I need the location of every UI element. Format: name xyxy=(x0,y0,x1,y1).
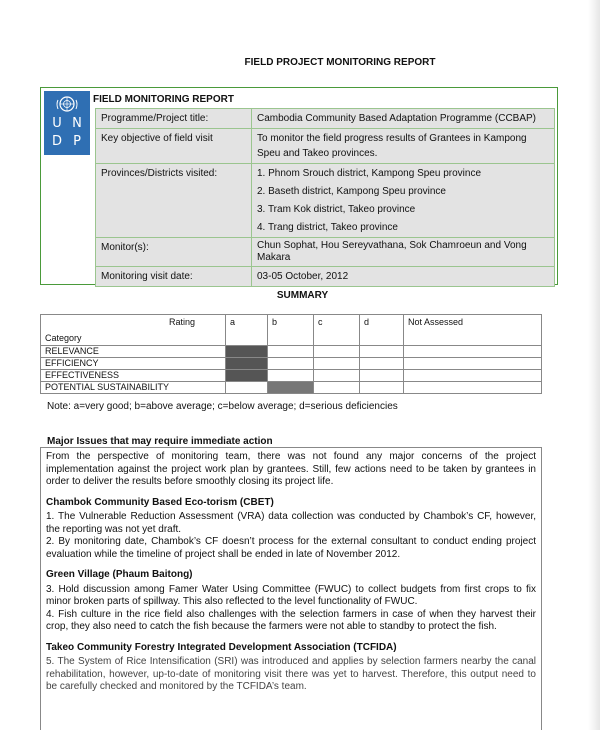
info-value: 1. Phnom Srouch district, Kampong Speu province 2. Baseth district, Kampong Speu province 3. Tram Kok district, Takeo province 4. Trang district, Takeo province xyxy=(252,164,555,238)
rating-column-d: d xyxy=(360,315,404,346)
rating-cell xyxy=(360,346,404,358)
rating-cell xyxy=(314,358,360,370)
rating-note: Note: a=very good; b=above average; c=below average; d=serious deficiencies xyxy=(47,401,398,412)
rating-cell xyxy=(268,346,314,358)
major-issues-body xyxy=(40,447,542,730)
rating-cell xyxy=(360,358,404,370)
rating-cell xyxy=(314,382,360,394)
info-value: To monitor the field progress results of Grantees in Kampong Speu and Takeo provinces. xyxy=(252,129,555,164)
category-label: Category xyxy=(45,333,82,343)
intro-paragraph: From the perspective of monitoring team, there was not found any major concerns of the project implementation against the project work plan by grantees. Still, few actions need to be taken by grantees in order to deliver the results before smoothly closing its project life. xyxy=(46,451,536,487)
section-heading: Chambok Community Based Eco-torism (CBET) xyxy=(46,496,274,508)
info-label: Provinces/Districts visited: xyxy=(96,164,252,238)
rating-cell xyxy=(404,346,542,358)
info-label: Programme/Project title: xyxy=(96,109,252,129)
rating-row-potential-sustainability xyxy=(41,382,542,394)
info-table xyxy=(95,108,555,287)
info-label: Monitoring visit date: xyxy=(96,267,252,287)
un-emblem-icon xyxy=(55,94,79,114)
info-row xyxy=(96,164,555,238)
rating-mark-a xyxy=(226,370,268,382)
section-heading: Takeo Community Forestry Integrated Development Association (TCFIDA) xyxy=(46,641,397,653)
info-label: Key objective of field visit xyxy=(96,129,252,164)
rating-row-efficiency xyxy=(41,358,542,370)
section-paragraph: 2. By monitoring date, Chambok’s CF doesn’t process for the external consultant to conduct ending project evaluation while the timeline of project shall be ended in late of November 2012. xyxy=(46,536,536,560)
rating-cell xyxy=(404,358,542,370)
info-row xyxy=(96,238,555,267)
rating-category: RELEVANCE xyxy=(41,346,226,358)
box-heading: FIELD MONITORING REPORT xyxy=(93,94,234,105)
info-row xyxy=(96,129,555,164)
rating-cell xyxy=(404,382,542,394)
rating-cell xyxy=(360,370,404,382)
rating-column-a: a xyxy=(226,315,268,346)
rating-column-c: c xyxy=(314,315,360,346)
info-row xyxy=(96,109,555,129)
info-value: Chun Sophat, Hou Sereyvathana, Sok Chamroeun and Vong Makara xyxy=(252,238,555,267)
rating-row-relevance xyxy=(41,346,542,358)
logo-letter: D xyxy=(51,134,62,149)
field-monitoring-report-box xyxy=(40,87,558,285)
rating-category-header xyxy=(41,315,226,346)
rating-cell xyxy=(314,346,360,358)
info-value: Cambodia Community Based Adaptation Programme (CCBAP) xyxy=(252,109,555,129)
rating-label: Rating xyxy=(168,317,195,327)
section-paragraph: 5. The System of Rice Intensification (SRI) was introduced and applies by selection farmers nearby the canal rehabilitation, however, up-to-date of monitoring visit there was yet to harvest. Therefore, this output need to be carefully checked and monitored by the TCFIDA’s team. xyxy=(46,656,536,692)
section-heading: Green Village (Phaum Baitong) xyxy=(46,569,193,580)
rating-cell xyxy=(226,382,268,394)
document-title: FIELD PROJECT MONITORING REPORT xyxy=(244,57,436,68)
rating-column-not-assessed: Not Assessed xyxy=(404,315,542,346)
undp-letters xyxy=(47,115,87,151)
section-paragraph: 3. Hold discussion among Famer Water Using Committee (FWUC) to collect budgets from first crops to fix minor broken parts of spillway. This also reflected to the level functionality of FWUC. xyxy=(46,583,536,607)
rating-cell xyxy=(268,358,314,370)
section-paragraph: 4. Fish culture in the rice field also challenges with the selection farmers in case of when they harvest their crop, they also need to catch the fish because the farmers were not able to standby to protect the fish. xyxy=(46,608,536,632)
rating-cell xyxy=(314,370,360,382)
rating-mark-b xyxy=(268,382,314,394)
rating-cell xyxy=(268,370,314,382)
info-row xyxy=(96,267,555,287)
section-paragraph: 1. The Vulnerable Reduction Assessment (VRA) data collection was conducted by Chambok’s CF, however, the reporting was not yet draft. xyxy=(46,511,536,535)
summary-title: SUMMARY xyxy=(276,290,329,301)
rating-column-b: b xyxy=(268,315,314,346)
rating-table xyxy=(40,314,542,394)
rating-cell xyxy=(360,382,404,394)
logo-letter: U xyxy=(52,116,62,131)
info-value: 03-05 October, 2012 xyxy=(252,267,555,287)
rating-category: POTENTIAL SUSTAINABILITY xyxy=(41,382,226,394)
logo-letter: N xyxy=(72,116,82,131)
rating-mark-a xyxy=(226,358,268,370)
logo-letter: P xyxy=(73,134,81,149)
rating-cell xyxy=(404,370,542,382)
rating-category: EFFICIENCY xyxy=(41,358,226,370)
rating-row-effectiveness xyxy=(41,370,542,382)
info-label: Monitor(s): xyxy=(96,238,252,267)
rating-mark-a xyxy=(226,346,268,358)
page-edge xyxy=(588,0,600,730)
rating-category: EFFECTIVENESS xyxy=(41,370,226,382)
undp-logo xyxy=(44,91,90,155)
rating-header-row xyxy=(41,315,542,346)
major-issues-heading: Major Issues that may require immediate action xyxy=(47,436,273,447)
